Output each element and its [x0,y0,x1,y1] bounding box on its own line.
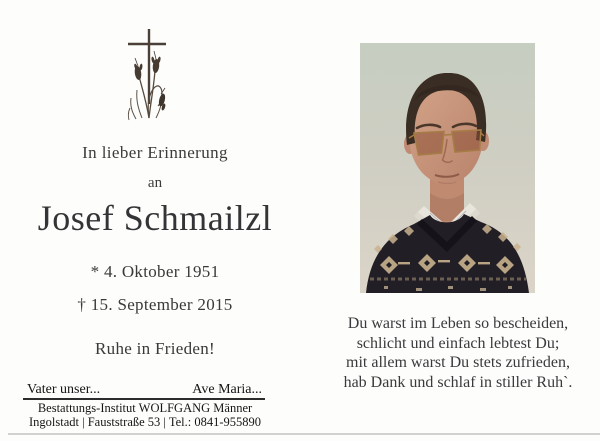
poem-line: hab Dank und schlaf in stiller Ruh`. [343,373,573,391]
poem [330,314,586,392]
closing-text: Ruhe in Frieden! [95,339,215,358]
prayer-divider-line [23,398,265,400]
deceased-name: Josef Schmailzl [37,198,273,238]
poem-line: schlicht und einfach lebtest Du; [356,334,560,352]
funeral-home-name: Bestattungs-Institut WOLFGANG Männer [37,401,253,415]
portrait-photo [360,43,535,293]
intro-text: In lieber Erinnerung [82,143,228,162]
scan-edge-line [8,433,600,435]
prayer-left-label: Vater unser... [27,382,101,397]
poem-line: Du warst im Leben so bescheiden, [347,315,569,332]
cross-and-wheat-icon [116,26,182,122]
death-date: † 15. September 2015 [77,295,233,314]
funeral-home-address: Ingolstadt | Fauststraße 53 | Tel.: 0841-955890 [28,415,261,429]
preposition-text: an [147,175,163,191]
birth-date: * 4. Oktober 1951 [90,262,220,281]
prayer-right-label: Ave Maria... [192,382,262,397]
prayer-row [27,382,262,398]
poem-line: mit allem warst Du stets zufrieden, [346,354,570,371]
